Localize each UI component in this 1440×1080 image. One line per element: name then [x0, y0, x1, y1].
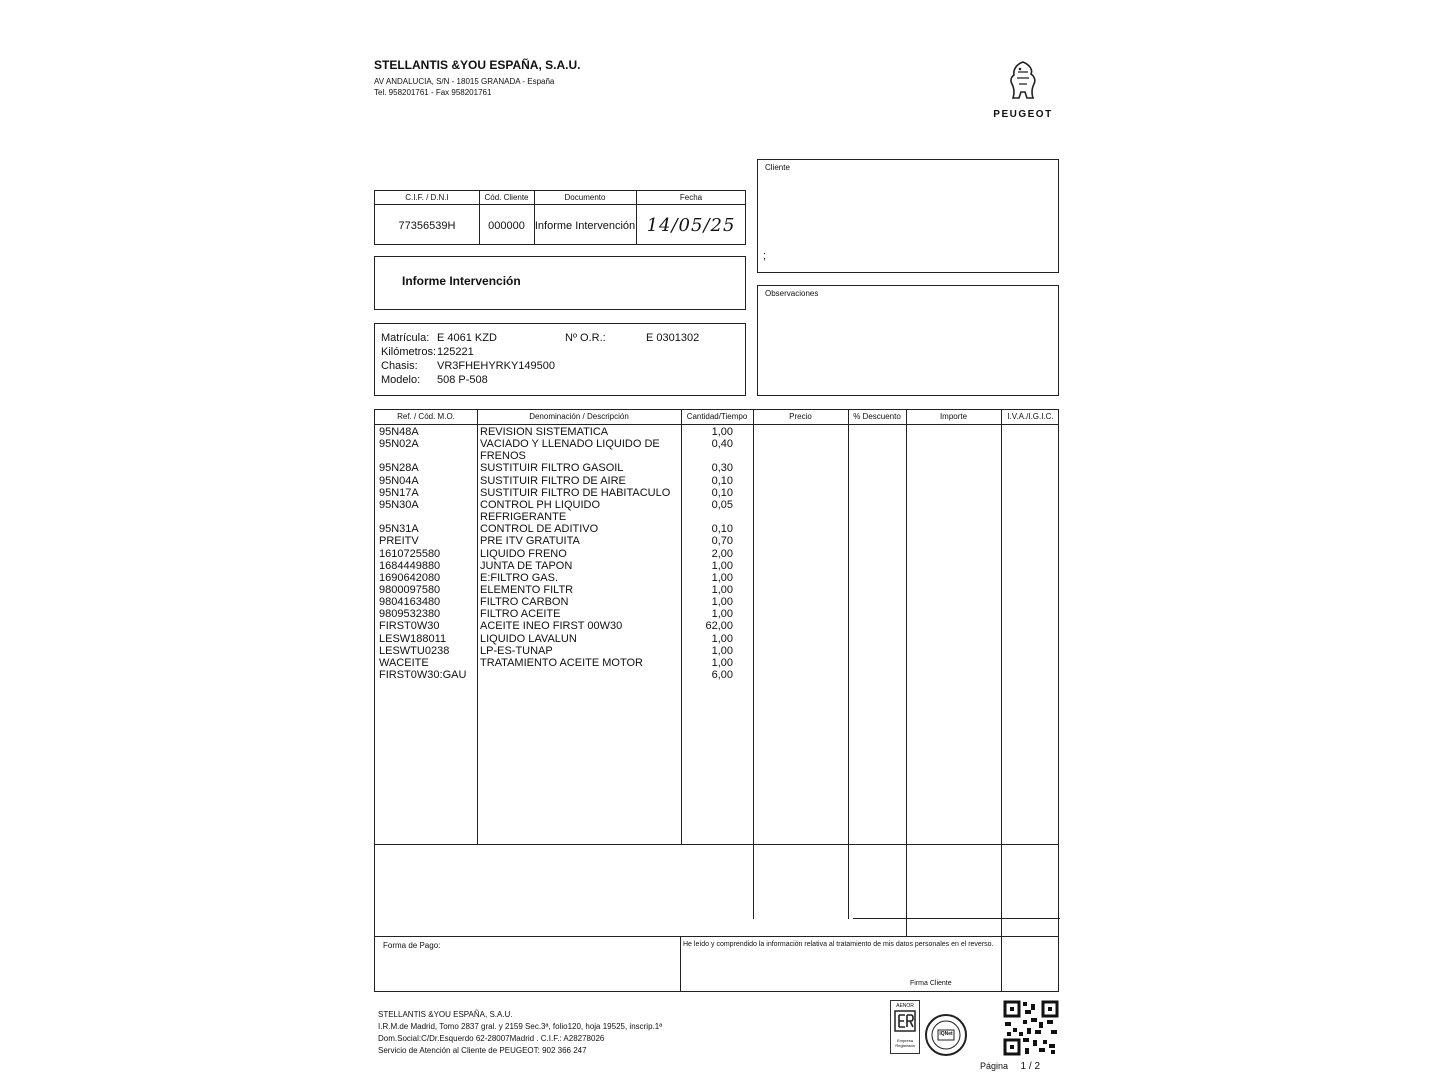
item-quantity: 1,00 [711, 426, 733, 438]
legal-line-1: STELLANTIS &YOU ESPAÑA, S.A.U. [378, 1010, 513, 1019]
item-quantity: 0,05 [711, 498, 733, 511]
item-description: SUSTITUIR FILTRO DE AIRE [480, 474, 626, 487]
page-number [980, 1061, 1040, 1072]
matricula-label: Matrícula: [381, 332, 430, 344]
item-description: CONTROL PH LIQUIDO [480, 498, 600, 511]
item-quantity: 6,00 [711, 669, 733, 681]
or-value: E 0301302 [646, 332, 700, 344]
item-ref: 95N17A [379, 486, 419, 499]
er-sub-label: Empresa Registrada [895, 1038, 915, 1048]
item-description: SUSTITUIR FILTRO DE HABITACULO [480, 486, 671, 499]
item-ref: FIRST0W30 [379, 620, 440, 633]
item-quantity: 1,00 [711, 571, 733, 584]
title-box [374, 256, 746, 310]
item-quantity: 0,70 [711, 535, 733, 548]
item-description: PRE ITV GRATUITA [480, 535, 580, 548]
cliente-box [757, 159, 1059, 273]
item-ref: 95N04A [379, 474, 419, 487]
item-quantity: 1,00 [711, 632, 733, 645]
observaciones-label: Observaciones [765, 289, 819, 298]
item-description [480, 669, 680, 681]
value-fecha-handwritten: 14/05/25 [646, 215, 736, 236]
item-description: LP-ES-TUNAP [480, 644, 553, 657]
header-cantidad: Cantidad/Tiempo [686, 412, 748, 421]
value-cod-cliente: 000000 [488, 220, 525, 232]
item-description: SUSTITUIR FILTRO GASOIL [480, 462, 624, 475]
page-value: 1 / 2 [1020, 1061, 1041, 1072]
page-label: Página [980, 1061, 1009, 1071]
item-description: ELEMENTO FILTR [480, 583, 574, 596]
legal-line-3: Dom.Social:C/Dr.Esquerdo 62-28007Madrid . C.I.F.: A28278026 [378, 1034, 605, 1043]
iqnet-cert [924, 1013, 968, 1057]
item-description: JUNTA DE TAPON [480, 559, 573, 572]
item-description: E:FILTRO GAS. [480, 571, 559, 584]
item-ref: FIRST0W30:GAU [379, 669, 467, 681]
label-fecha: Fecha [679, 193, 703, 202]
item-description-cont: FRENOS [480, 450, 526, 463]
matricula-value: E 4061 KZD [437, 332, 497, 344]
item-quantity: 0,30 [711, 462, 733, 475]
er-cert-icon [894, 1010, 916, 1032]
privacy-text: He leído y comprendido la información relativa al tratamiento de mis datos personales en el reverso. [683, 941, 994, 948]
item-ref: 9809532380 [379, 608, 441, 621]
item-quantity: 0,40 [711, 438, 733, 451]
header-descuento: % Descuento [853, 412, 901, 421]
label-cif: C.I.F. / D.N.I [405, 193, 449, 202]
cliente-mark: ; [763, 250, 767, 262]
item-description: VACIADO Y LLENADO LIQUIDO DE [480, 438, 660, 451]
item-ref: 95N02A [379, 438, 419, 451]
item-ref: PREITV [379, 535, 419, 548]
payment-box [374, 936, 1059, 992]
company-header [374, 58, 580, 97]
header-iva: I.V.A./I.G.I.C. [1007, 412, 1054, 421]
item-quantity: 1,00 [711, 596, 733, 609]
item-description: TRATAMIENTO ACEITE MOTOR [480, 656, 643, 669]
or-label: Nº O.R.: [565, 332, 606, 344]
label-cod-cliente: Cód. Cliente [484, 193, 529, 202]
item-description: FILTRO ACEITE [480, 608, 561, 621]
item-quantity: 0,10 [711, 523, 733, 536]
item-quantity: 0,10 [711, 474, 733, 487]
observaciones-box [757, 285, 1059, 396]
item-ref: 95N28A [379, 462, 419, 475]
header-importe: Importe [939, 412, 968, 421]
item-quantity: 0,10 [711, 486, 733, 499]
item-ref: 9804163480 [379, 596, 441, 609]
item-ref: 95N30A [379, 498, 419, 511]
cliente-label: Cliente [765, 163, 790, 172]
firma-cliente-label: Firma Cliente [910, 980, 952, 987]
items-rows [375, 426, 1060, 844]
qr-code-icon [1003, 1000, 1059, 1056]
item-quantity: 1,00 [711, 644, 733, 657]
legal-line-4: Servicio de Atención al Cliente de PEUGEOT: 902 366 247 [378, 1046, 587, 1055]
doc-header-table [374, 190, 746, 245]
item-ref: 1610725580 [379, 547, 441, 560]
company-name: STELLANTIS &YOU ESPAÑA, S.A.U. [374, 58, 581, 72]
qr-code [1003, 1000, 1059, 1056]
legal-footer [378, 1009, 662, 1057]
item-description: FILTRO CARBON [480, 596, 569, 609]
item-ref: 95N31A [379, 523, 419, 536]
item-ref: WACEITE [379, 656, 429, 669]
item-ref: 9800097580 [379, 583, 441, 596]
item-ref: 1690642080 [379, 571, 441, 584]
item-ref: LESW188011 [379, 632, 447, 645]
item-quantity: 2,00 [711, 547, 733, 560]
header-descripcion: Denominación / Descripción [529, 412, 629, 421]
chasis-label: Chasis: [381, 360, 418, 372]
km-value: 125221 [437, 346, 474, 358]
modelo-value: 508 P-508 [437, 374, 488, 386]
chasis-value: VR3FHEHYRKY149500 [437, 360, 556, 372]
lion-icon [1003, 60, 1043, 102]
company-address: AV ANDALUCIA, S/N - 18015 GRANADA - España [374, 77, 555, 86]
brand-logo [985, 60, 1061, 120]
item-quantity: 1,00 [711, 559, 733, 572]
legal-line-2: I.R.M.de Madrid, Tomo 2837 gral. y 2159 Sec.3ª, folio120, hoja 19525, inscrip.1ª [378, 1022, 663, 1031]
modelo-label: Modelo: [381, 374, 421, 386]
item-description: ACEITE INEO FIRST 00W30 [480, 620, 623, 633]
value-cif: 77356539H [398, 220, 456, 232]
item-description: LIQUIDO LAVALUN [480, 632, 577, 645]
aenor-label: AENOR [896, 1003, 914, 1009]
item-quantity: 1,00 [711, 583, 733, 596]
header-ref: Ref. / Cód. M.O. [397, 412, 455, 421]
aenor-cert [890, 1000, 920, 1054]
value-documento: Informe Intervención [534, 220, 636, 232]
item-ref: 1684449880 [379, 559, 441, 572]
item-description: CONTROL DE ADITIVO [480, 523, 599, 536]
items-table [374, 409, 1059, 937]
item-quantity: 1,00 [711, 608, 733, 621]
item-description-cont: REFRIGERANTE [480, 511, 567, 524]
vehicle-box [374, 323, 746, 396]
item-ref: LESWTU0238 [379, 644, 450, 657]
item-ref: 95N48A [379, 426, 419, 438]
item-description: REVISION SISTEMATICA [480, 426, 609, 438]
forma-pago-label: Forma de Pago: [383, 941, 441, 950]
item-description: LIQUIDO FRENO [480, 547, 567, 560]
item-quantity: 1,00 [711, 656, 733, 669]
km-label: Kilómetros: [381, 346, 437, 358]
header-precio: Precio [789, 412, 812, 421]
iqnet-label: IQNet [939, 1031, 953, 1037]
page-title: Informe Intervención [402, 274, 521, 288]
item-quantity: 62,00 [705, 620, 733, 633]
brand-name: PEUGEOT [993, 109, 1053, 120]
label-documento: Documento [564, 193, 606, 202]
company-phone: Tel. 958201761 - Fax 958201761 [374, 88, 492, 97]
